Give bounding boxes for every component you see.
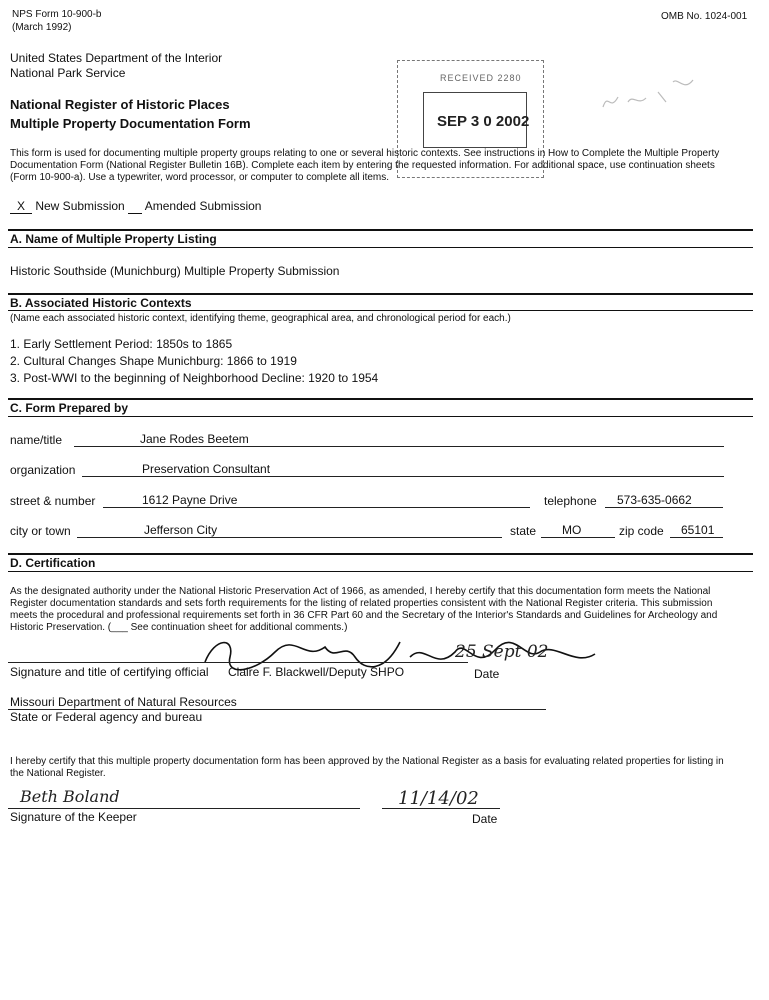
service: National Park Service xyxy=(10,66,126,80)
keeper-signature-line xyxy=(8,808,360,809)
street-label: street & number xyxy=(10,494,96,508)
divider xyxy=(8,310,753,311)
organization-label: organization xyxy=(10,463,76,477)
divider xyxy=(8,293,753,295)
zip-label: zip code xyxy=(619,524,664,538)
agency-label: State or Federal agency and bureau xyxy=(10,710,203,724)
city-field[interactable]: Jefferson City xyxy=(144,523,218,537)
street-field[interactable]: 1612 Payne Drive xyxy=(142,493,238,507)
page-subtitle: Multiple Property Documentation Form xyxy=(10,116,251,131)
certification-paragraph: As the designated authority under the National Historic Preservation Act of 1966, as amended, I hereby certify that this documentation form meets the National Register documentation standards and sets forth requirements for the listing of related properties consistent with the National Register criteria. This submission meets the procedural and professional requirements set forth in 36 CFR Part 60 and the Secretary of the Interior's Standards and Guidelines for Archeology and Historic Preservation. (___ See continuation sheet for additional comments.) xyxy=(10,586,718,633)
organization-field-line xyxy=(82,476,724,477)
form-date: (March 1992) xyxy=(12,22,72,33)
official-date-handwritten: 25 Sept 02 xyxy=(455,642,549,662)
name-field-line xyxy=(74,446,724,447)
stamp-date-text: SEP 3 0 2002 xyxy=(437,113,530,130)
divider xyxy=(8,229,753,231)
section-d-heading: D. Certification xyxy=(10,556,96,570)
keeper-signature: Beth Boland xyxy=(20,787,120,806)
certifying-official: Claire F. Blackwell/Deputy SHPO xyxy=(228,665,405,679)
omb-number: OMB No. 1024-001 xyxy=(661,11,748,22)
faint-scribble-icon xyxy=(598,72,703,117)
state-field-line xyxy=(541,537,615,538)
form-number: NPS Form 10-900-b xyxy=(12,9,102,20)
amended-submission-checkbox[interactable] xyxy=(128,199,142,214)
official-signature-text xyxy=(245,640,368,655)
state-label: state xyxy=(510,524,537,538)
signature-label: Signature and title of certifying official xyxy=(10,665,209,679)
submission-row xyxy=(10,199,261,214)
section-c-heading: C. Form Prepared by xyxy=(10,401,129,415)
new-submission-label: New Submission xyxy=(35,199,125,213)
city-label: city or town xyxy=(10,524,71,538)
organization-field[interactable]: Preservation Consultant xyxy=(142,462,271,476)
divider xyxy=(8,553,753,555)
keeper-date-handwritten: 11/14/02 xyxy=(398,788,479,809)
keeper-certification: I hereby certify that this multiple property documentation form has been approved by the National Register as a basis for evaluating related properties for listing in the National Register. xyxy=(10,756,724,779)
divider xyxy=(8,398,753,400)
keeper-signature-label: Signature of the Keeper xyxy=(10,810,137,824)
instructions: This form is used for documenting multiple property groups relating to one or several historic contexts. See instructions in How to Complete the Multiple Property Documentation Form (National Register Bulletin 16B). Complete each item by entering the requested information. For additional space, use continuation sheets (Form 10-900-a). Use a typewriter, word processor, or computer to complete all items. xyxy=(10,148,720,183)
agency-value: Missouri Department of Natural Resources xyxy=(10,695,237,709)
section-a-heading: A. Name of Multiple Property Listing xyxy=(10,232,217,246)
divider xyxy=(8,416,753,417)
context-item: 1. Early Settlement Period: 1850s to 1865 xyxy=(10,337,233,351)
city-field-line xyxy=(77,537,502,538)
section-b-heading: B. Associated Historic Contexts xyxy=(10,296,192,310)
context-item: 3. Post-WWI to the beginning of Neighborhood Decline: 1920 to 1954 xyxy=(10,371,379,385)
telephone-field[interactable]: 573-635-0662 xyxy=(617,493,692,507)
date-label: Date xyxy=(474,667,500,681)
section-a-value: Historic Southside (Munichburg) Multiple Property Submission xyxy=(10,264,340,278)
new-submission-checkbox[interactable]: X xyxy=(10,199,32,214)
name-field[interactable]: Jane Rodes Beetem xyxy=(140,432,249,446)
street-field-line xyxy=(103,507,530,508)
stamp-received-text: RECEIVED 2280 xyxy=(440,73,522,83)
page-title: National Register of Historic Places xyxy=(10,97,230,112)
section-b-note: (Name each associated historic context, identifying theme, geographical area, and chronological period for each.) xyxy=(10,313,511,324)
context-item: 2. Cultural Changes Shape Munichburg: 1866 to 1919 xyxy=(10,354,297,368)
name-label: name/title xyxy=(10,433,63,447)
telephone-field-line xyxy=(605,507,723,508)
keeper-date-line xyxy=(382,808,500,809)
zip-field[interactable]: 65101 xyxy=(681,523,715,537)
divider xyxy=(8,247,753,248)
department: United States Department of the Interior xyxy=(10,51,223,65)
keeper-date-label: Date xyxy=(472,812,498,826)
amended-submission-label: Amended Submission xyxy=(144,199,262,213)
divider xyxy=(8,571,753,572)
state-field[interactable]: MO xyxy=(562,523,582,537)
zip-field-line xyxy=(670,537,723,538)
signature-line xyxy=(8,662,468,663)
telephone-label: telephone xyxy=(544,494,597,508)
